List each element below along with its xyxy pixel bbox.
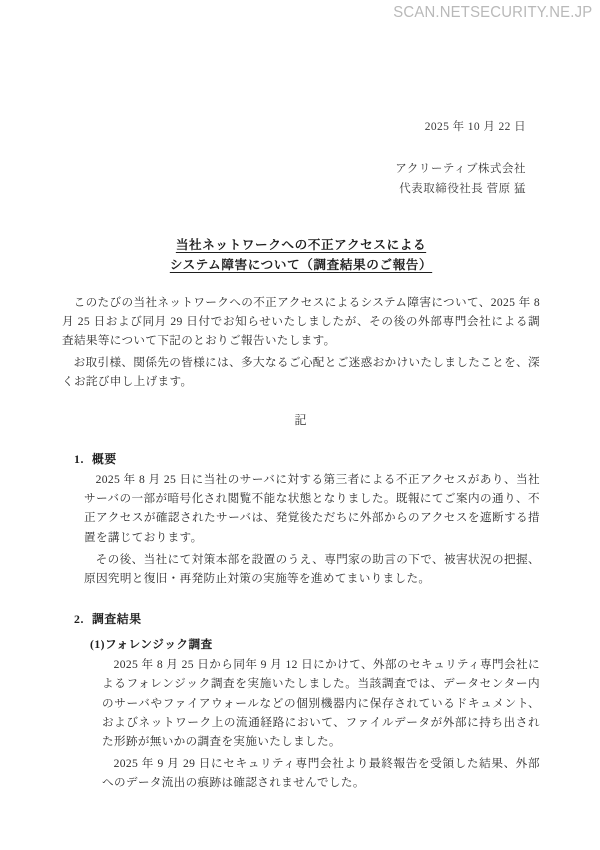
sender-block xyxy=(62,159,540,199)
ki-marker: 記 xyxy=(294,413,308,428)
subsection-forensic-paragraph-2: 2025 年 9 月 29 日にセキュリティ専門会社より最終報告を受領した結果、外部へのデータ流出の痕跡は確認されませんでした。 xyxy=(102,757,540,790)
intro-paragraph-1: このたびの当社ネットワークへの不正アクセスによるシステム障害について、2025 年 8 月 25 日および同月 29 日付でお知らせいたしましたが、その後の外部専門会社による調査結果等について下記のとおりご報告いたします。 xyxy=(62,296,540,348)
document-date: 2025 年 10 月 22 日 xyxy=(424,121,526,133)
section-overview-paragraph-2: その後、当社にて対策本部を設置のうえ、専門家の助言の下で、被害状況の把握、原因究明と復旧・再発防止対策の実施等を進めてまいりました。 xyxy=(84,552,540,586)
subsection-forensic-investigation-body xyxy=(62,655,540,792)
subsection-forensic-investigation-heading: (1)フォレンジック調査 xyxy=(90,638,213,652)
document-title-line-1: 当社ネットワークへの不正アクセスによる xyxy=(175,238,427,252)
section-investigation-results-heading xyxy=(62,610,540,627)
site-watermark: SCAN.NETSECURITY.NE.JP xyxy=(392,4,592,21)
sender-representative: 代表取締役社長 菅原 猛 xyxy=(399,183,526,195)
section-investigation-results-number: 2. xyxy=(74,612,85,627)
section-overview xyxy=(62,450,540,588)
section-overview-label: 概要 xyxy=(92,452,117,467)
section-overview-number: 1. xyxy=(74,452,85,467)
sender-company: アクリーティブ株式会社 xyxy=(395,163,526,175)
document-title-line-2: システム障害について（調査結果のご報告） xyxy=(169,258,433,272)
section-overview-body xyxy=(62,470,540,588)
subsection-forensic-paragraph-1: 2025 年 8 月 25 日から同年 9 月 12 日にかけて、外部のセキュリティ専門会社によるフォレンジック調査を実施いたしました。当該調査では、データセンター内のサーバやファイアウォールなどの個別機器内に保存されているドキュメント、およびネットワーク上の流通経路において、ファイルデータが外部に持ち出された形跡が無いかの調査を実施いたしました。 xyxy=(102,658,540,749)
document-content xyxy=(62,0,540,793)
section-investigation-results xyxy=(62,610,540,792)
section-overview-paragraph-1: 2025 年 8 月 25 日に当社のサーバに対する第三者による不正アクセスがあり、当社サーバの一部が暗号化され閲覧不能な状態となりました。既報にてご案内の通り、不正アクセスが確認されたサーバは、発覚後ただちに外部からのアクセスを遮断する措置を講じております。 xyxy=(84,473,540,544)
intro-paragraph-2: お取引様、関係先の皆様には、多大なるご心配とご迷惑おかけいたしましたことを、深くお詫び申し上げます。 xyxy=(62,355,540,388)
section-overview-heading xyxy=(62,450,540,467)
section-investigation-results-label: 調査結果 xyxy=(92,612,142,627)
document-title xyxy=(62,235,540,275)
